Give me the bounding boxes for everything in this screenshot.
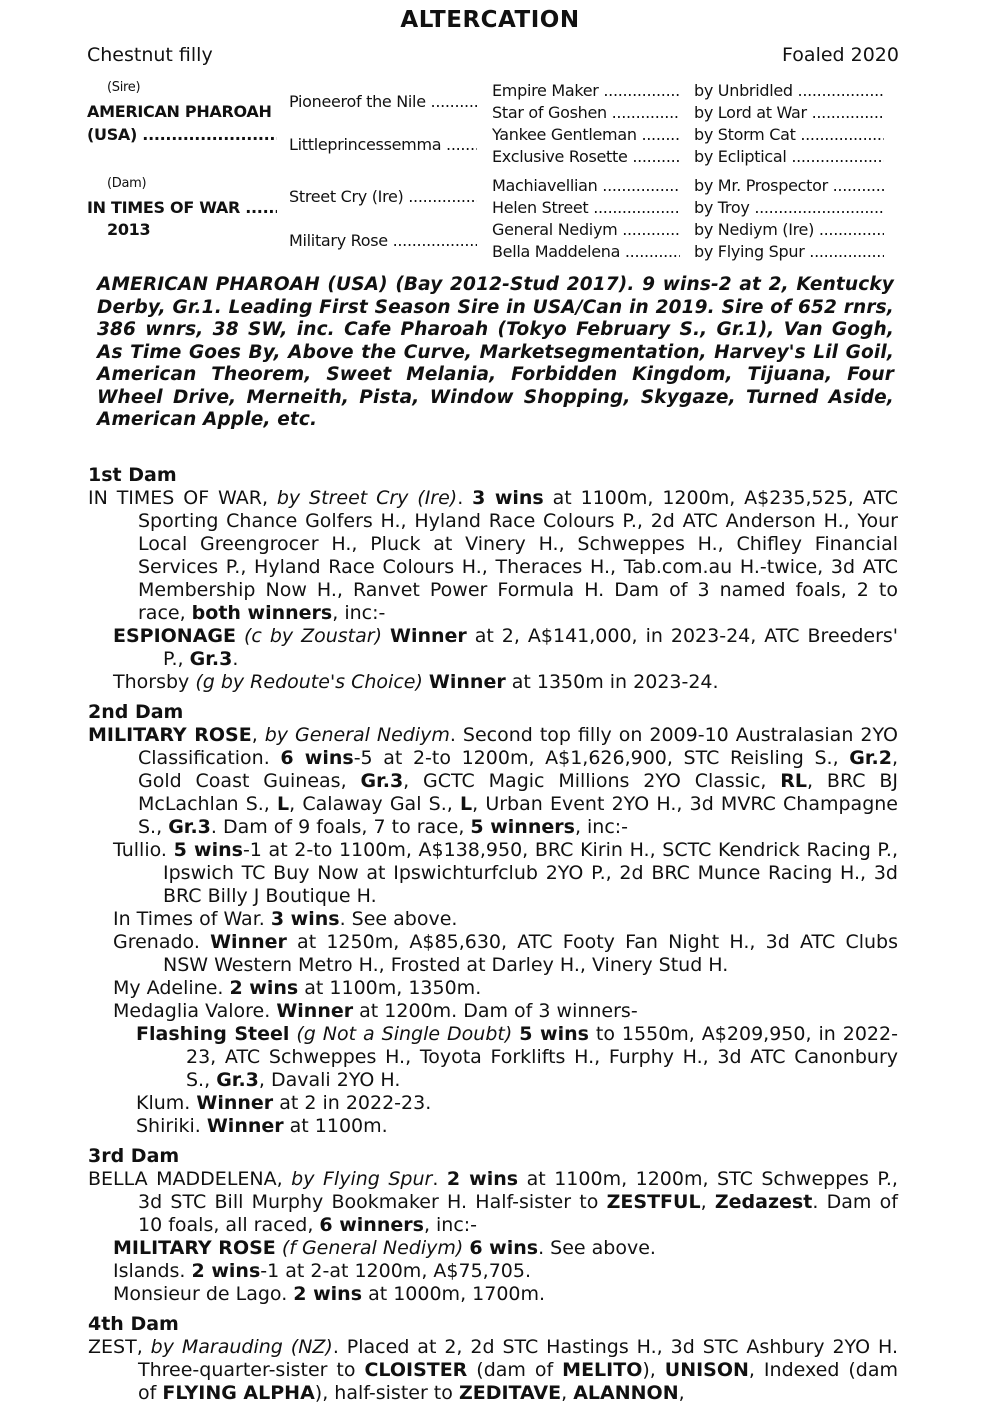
entry-text: , Calaway Gal S., [289, 793, 460, 815]
entry-text: (g by Redoute's Choice) [195, 671, 423, 693]
entry-text: , BRC BJ McLachlan S., [138, 770, 898, 815]
entry-text: Gr.3 [216, 1069, 259, 1091]
entry-text: Gr.2 [849, 747, 892, 769]
entry-text: ALANNON [573, 1382, 679, 1404]
entry-text: Gr.3 [360, 770, 404, 792]
ped-gen3-6: Helen Street ..... [492, 198, 680, 217]
entry-text: Gr.3 [189, 648, 233, 670]
entry-text: 6 wins [280, 747, 354, 769]
entry-text: at 2, A$141,000, in 2023-24, ATC Breeders' P., [163, 625, 899, 670]
horse-description: Chestnut filly [87, 44, 213, 66]
dam-entry [88, 1168, 898, 1237]
entry-text [382, 625, 390, 647]
ped-gen4-6: by Troy ..... [694, 198, 884, 217]
entry-text [236, 625, 244, 647]
entry-text: , Indexed (dam of [138, 1359, 898, 1404]
progeny-entry [88, 1260, 898, 1283]
entry-text: (g Not a Single Doubt) [296, 1023, 513, 1045]
entry-text: 3 wins [270, 908, 340, 930]
progeny-entry [88, 839, 898, 908]
ped-gen3-1: Empire Maker ..... [492, 81, 680, 100]
section-title: 1st Dam [88, 464, 177, 486]
sire-summary: AMERICAN PHAROAH (USA) (Bay 2012-Stud 2017). 9 wins-2 at 2, Kentucky Derby, Gr.1. Leading First Season Sire in USA/Can in 2019. Sire of 652 rnrs, 386 wnrs, 38 SW, inc. Cafe Pharoah (Tokyo February S., Gr.1), Van Gogh, As Time Goes By, Above the Curve, Marketsegmentation, Harvey's Lil Goil, American Theorem, Sweet Melania, Forbidden Kingdom, Tijuana, Four Wheel Drive, Merneith, Pista, Window Shopping, Skygaze, Turned Aside, American Apple, etc. [97, 274, 894, 430]
entry-text: 5 winners [470, 816, 575, 838]
ped-gen4-5: by Mr. Prospector ..... [694, 176, 884, 195]
entry-text: Winner [389, 625, 467, 647]
entry-text: , inc:- [423, 1214, 478, 1236]
entry-text: , [700, 1191, 715, 1213]
entry-text: . [457, 487, 473, 509]
entry-text: (c by Zoustar) [243, 625, 382, 647]
entry-text: , [251, 724, 265, 746]
entry-text: ZEDITAVE [458, 1382, 562, 1404]
entry-text: Klum. [136, 1092, 197, 1114]
sire-label: (Sire) [107, 80, 141, 95]
entry-text: BELLA MADDELENA, [88, 1168, 292, 1190]
section-title: 3rd Dam [88, 1145, 180, 1167]
entry-text: . See above. [339, 908, 458, 930]
entry-text: , [678, 1382, 685, 1404]
entry-text: . See above. [538, 1237, 656, 1259]
entry-text: -5 at 2-to 1200m, A$1,626,900, STC Reisling S., [353, 747, 850, 769]
entry-text: L [277, 793, 290, 815]
entry-text: 5 wins [519, 1023, 589, 1045]
section-title: 4th Dam [88, 1313, 179, 1335]
entry-text: ), half-sister to [314, 1382, 459, 1404]
ped-gen2-2: Littleprincessemma ..... [289, 135, 477, 154]
entry-text: Tullio. [113, 839, 174, 861]
progeny-entry [88, 908, 898, 931]
ped-gen3-5: Machiavellian ..... [492, 176, 680, 195]
ped-gen4-3: by Storm Cat ..... [694, 125, 884, 144]
entry-text: Winner [206, 1115, 284, 1137]
progeny-entry [88, 1115, 898, 1138]
progeny-entry [88, 1023, 898, 1092]
entry-text: -1 at 2-to 1100m, A$138,950, BRC Kirin H., SCTC Kendrick Racing P., Ipswich TC Buy Now at Ipswichturfclub 2YO P., 2d BRC Munce Racing H., 3d BRC Billy J Boutique H. [163, 839, 899, 907]
entry-text: to 1550m, A$209,950, in 2022-23, ATC Schweppes H., Toyota Forklifts H., Furphy H., 3d ATC Canonbury S., [186, 1023, 898, 1091]
ped-gen2-1: Pioneerof the Nile ..... [289, 92, 477, 111]
dam-entry [88, 487, 898, 625]
entry-text: Flashing Steel [136, 1023, 290, 1045]
entry-text: Winner [428, 671, 506, 693]
ped-gen3-7: General Nediym ..... [492, 220, 680, 239]
entry-text: 3 wins [472, 487, 544, 509]
entry-text: UNISON [664, 1359, 749, 1381]
entry-text: . Second top filly on 2009-10 Australasian 2YO Classification. [138, 724, 898, 769]
progeny-entry [88, 1000, 898, 1023]
entry-text: IN TIMES OF WAR, [88, 487, 277, 509]
entry-text: . [432, 1168, 447, 1190]
pedigree-table [87, 80, 899, 262]
progeny-entry [88, 1237, 898, 1260]
ped-gen4-1: by Unbridled ..... [694, 81, 884, 100]
entry-text: 2 wins [229, 977, 299, 999]
ped-gen3-2: Star of Goshen ..... [492, 103, 680, 122]
entry-text: . Placed at 2, 2d STC Hastings H., 3d STC Ashbury 2YO H. Three-quarter-sister to [138, 1336, 898, 1381]
entry-text: 2 wins [191, 1260, 261, 1282]
entry-text: 2 wins [293, 1283, 363, 1305]
dam-name: IN TIMES OF WAR ..... [87, 198, 277, 217]
entry-text: Winner [210, 931, 287, 953]
entry-text: by Marauding (NZ) [150, 1336, 333, 1358]
horse-name-title: ALTERCATION [400, 7, 580, 33]
entry-text: Shiriki. [136, 1115, 207, 1137]
progeny-entry [88, 625, 898, 671]
section-title: 2nd Dam [88, 701, 184, 723]
entry-text: 2 wins [446, 1168, 519, 1190]
entry-text: by General Nediym [264, 724, 450, 746]
entry-text: . Dam of 9 foals, 7 to race, [210, 816, 471, 838]
entry-text: Winner [276, 1000, 354, 1022]
entry-text: Medaglia Valore. [113, 1000, 277, 1022]
entry-text: , inc:- [574, 816, 629, 838]
entry-text: by Street Cry (Ire) [276, 487, 458, 509]
entry-text: MELITO [562, 1359, 643, 1381]
entry-text: at 1100m, 1200m, STC Schweppes P., 3d STC Bill Murphy Bookmaker H. Half-sister to [138, 1168, 898, 1213]
entry-text: 5 wins [173, 839, 243, 861]
entry-text: at 1000m, 1700m. [362, 1283, 546, 1305]
entry-text: CLOISTER [364, 1359, 468, 1381]
entry-text: Zedazest [714, 1191, 813, 1213]
entry-text: . [232, 648, 239, 670]
entry-text: at 1250m, A$85,630, ATC Footy Fan Night H., 3d ATC Clubs NSW Western Metro H., Frosted at Darley H., Vinery Stud H. [163, 931, 898, 976]
entry-text: at 1350m in 2023-24. [505, 671, 719, 693]
entry-text: , Urban Event 2YO H., 3d MVRC Champagne S., [138, 793, 898, 838]
entry-text: , inc:- [332, 602, 386, 624]
entry-text: FLYING ALPHA [162, 1382, 315, 1404]
entry-text: ZESTFUL [606, 1191, 701, 1213]
entry-text: 6 winners [319, 1214, 424, 1236]
entry-text: Thorsby [113, 671, 196, 693]
entry-text: MILITARY ROSE [113, 1237, 276, 1259]
entry-text: , GCTC Magic Millions 2YO Classic, [403, 770, 781, 792]
entry-text: -1 at 2-at 1200m, A$75,705. [260, 1260, 532, 1282]
entry-text: ZEST, [88, 1336, 151, 1358]
entry-text: at 1200m. Dam of 3 winners- [353, 1000, 638, 1022]
ped-gen3-8: Bella Maddelena ..... [492, 242, 680, 261]
entry-text: L [459, 793, 473, 815]
entry-text: (dam of [467, 1359, 563, 1381]
ped-gen4-7: by Nediym (Ire) ..... [694, 220, 884, 239]
entry-text: both winners [191, 602, 333, 624]
entry-text: RL [780, 770, 808, 792]
progeny-entry [88, 671, 898, 694]
ped-gen4-2: by Lord at War ..... [694, 103, 884, 122]
entry-text: (f General Nediym) [281, 1237, 464, 1259]
sire-country: (USA) ..... [87, 125, 277, 144]
entry-text: at 1100m. [283, 1115, 388, 1137]
ped-gen4-8: by Flying Spur ..... [694, 242, 884, 261]
entry-text: Islands. [113, 1260, 192, 1282]
dam-label: (Dam) [107, 176, 147, 191]
progeny-entry [88, 931, 898, 977]
ped-gen2-3: Street Cry (Ire) ..... [289, 187, 477, 206]
entry-text: Winner [196, 1092, 274, 1114]
dam-year: 2013 [107, 220, 151, 239]
ped-gen3-4: Exclusive Rosette ..... [492, 147, 680, 166]
entry-text: 6 wins [469, 1237, 539, 1259]
entry-text: by Flying Spur [291, 1168, 433, 1190]
entry-text: at 1100m, 1200m, A$235,525, ATC Sporting Chance Golfers H., Hyland Race Colours P., 2d ATC Anderson H., Your Local Greengrocer H., Pluck at Vinery H., Schweppes H., Chifley Financial Services P., Hyland Race Colours H., Theraces H., Tab.com.au H.-twice, 3d ATC Membership Now H., Ranvet Power Formula H. Dam of 3 named foals, 2 to race, [138, 487, 898, 624]
entry-text: Grenado. [113, 931, 211, 953]
entry-text: My Adeline. [113, 977, 230, 999]
ped-gen4-4: by Ecliptical ..... [694, 147, 884, 166]
entry-text: . Dam of 10 foals, all raced, [138, 1191, 898, 1236]
entry-text: In Times of War. [113, 908, 271, 930]
dam-line-body [88, 464, 898, 1405]
ped-gen3-3: Yankee Gentleman ..... [492, 125, 680, 144]
dam-entry [88, 724, 898, 839]
entry-text: MILITARY ROSE [88, 724, 252, 746]
sire-name: AMERICAN PHAROAH [87, 102, 272, 121]
progeny-entry [88, 1092, 898, 1115]
progeny-entry [88, 1283, 898, 1306]
progeny-entry [88, 977, 898, 1000]
foaled-year: Foaled 2020 [782, 44, 899, 66]
entry-text: ESPIONAGE [113, 625, 236, 647]
entry-text: at 1100m, 1350m. [298, 977, 482, 999]
entry-text: at 2 in 2022-23. [273, 1092, 432, 1114]
dam-entry [88, 1336, 898, 1405]
entry-text: , Davali 2YO H. [258, 1069, 401, 1091]
ped-gen2-4: Military Rose ..... [289, 231, 477, 250]
entry-text: , Gold Coast Guineas, [138, 747, 898, 792]
entry-text: ), [642, 1359, 665, 1381]
entry-text: , [561, 1382, 574, 1404]
entry-text: Gr.3 [168, 816, 211, 838]
entry-text: Monsieur de Lago. [113, 1283, 294, 1305]
